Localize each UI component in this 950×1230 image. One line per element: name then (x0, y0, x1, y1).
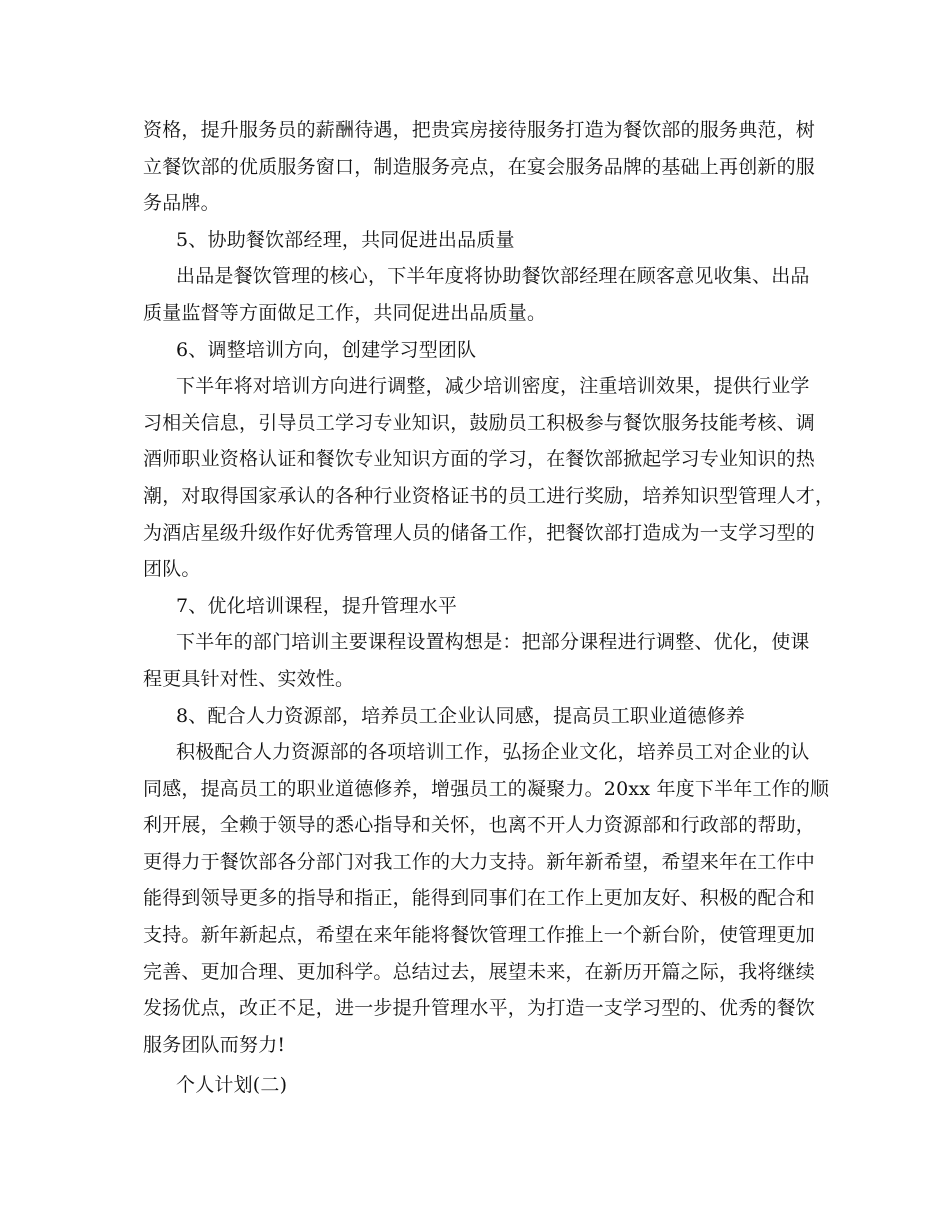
text-line: 能得到领导更多的指导和指正，能得到同事们在工作上更加友好、积极的配合和 (143, 887, 816, 910)
text-line: 出品是餐饮管理的核心，下半年度将协助餐饮部经理在顾客意见收集、出品 (176, 265, 810, 288)
text-line: 支持。新年新起点，希望在来年能将餐饮管理工作推上一个新台阶，使管理更加 (143, 924, 816, 947)
text-line: 程更具针对性、实效性。 (143, 667, 355, 690)
text-line: 为酒店星级升级作好优秀管理人员的储备工作，把餐饮部打造成为一支学习型的 (143, 521, 816, 544)
text-line: 同感，提高员工的职业道德修养，增强员工的凝聚力。20xx 年度下半年工作的顺 (143, 777, 830, 800)
text-line: 务品牌。 (143, 192, 220, 215)
text-line: 服务团队而努力! (143, 1033, 286, 1056)
text-line: 资格，提升服务员的薪酬待遇，把贵宾房接待服务打造为餐饮部的服务典范，树 (143, 119, 816, 141)
text-line: 立餐饮部的优质服务窗口，制造服务亮点，在宴会服务品牌的基础上再创新的服 (143, 155, 816, 178)
text-line: 利开展，全赖于领导的悉心指导和关怀，也离不开人力资源部和行政部的帮助， (143, 814, 816, 837)
section-heading-8: 8、配合人力资源部，培养员工企业认同感，提高员工职业道德修养 (176, 704, 746, 727)
document-body (143, 112, 835, 1104)
section-heading-6: 6、调整培训方向，创建学习型团队 (176, 338, 477, 361)
text-line: 下半年的部门培训主要课程设置构想是：把部分课程进行调整、优化，使课 (176, 631, 810, 654)
section-heading-5: 5、协助餐饮部经理，共同促进出品质量 (176, 228, 515, 251)
text-line: 潮，对取得国家承认的各种行业资格证书的员工进行奖励，培养知识型管理人才， (143, 484, 835, 507)
text-line: 更得力于餐饮部各分部门对我工作的大力支持。新年新希望，希望来年在工作中 (143, 850, 816, 873)
text-line: 下半年将对培训方向进行调整，减少培训密度，注重培训效果，提供行业学 (176, 375, 810, 398)
text-line: 团队。 (143, 558, 201, 581)
section-heading-7: 7、优化培训课程，提升管理水平 (176, 594, 458, 617)
text-line: 积极配合人力资源部的各项培训工作，弘扬企业文化，培养员工对企业的认 (176, 741, 810, 764)
text-line: 质量监督等方面做足工作，共同促进出品质量。 (143, 301, 547, 324)
text-line: 发扬优点，改正不足，进一步提升管理水平，为打造一支学习型的、优秀的餐饮 (143, 997, 816, 1020)
text-line: 完善、更加合理、更加科学。总结过去，展望未来，在新历开篇之际，我将继续 (143, 960, 816, 983)
text-line: 酒师职业资格认证和餐饮专业知识方面的学习，在餐饮部掀起学习专业知识的热 (143, 448, 816, 471)
text-line: 习相关信息，引导员工学习专业知识，鼓励员工积极参与餐饮服务技能考核、调 (143, 411, 816, 434)
section-title-plan-two: 个人计划(二) (176, 1074, 288, 1097)
